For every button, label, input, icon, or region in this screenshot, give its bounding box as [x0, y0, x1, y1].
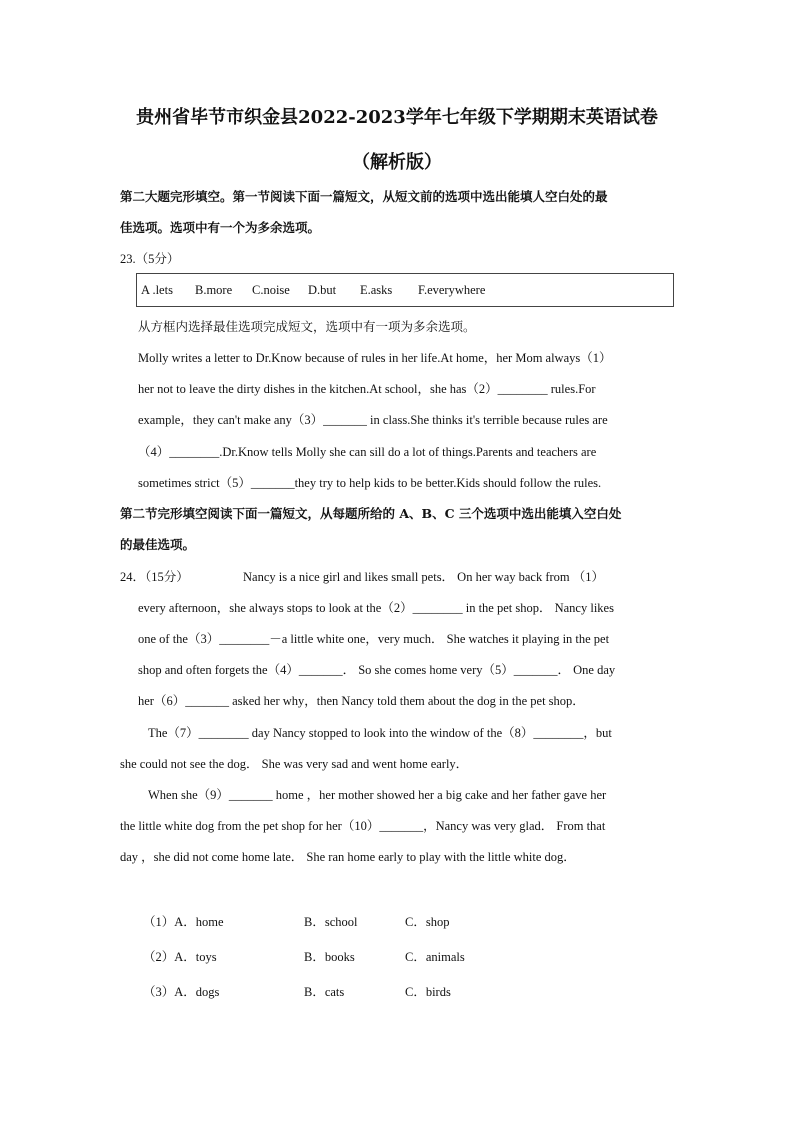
choice-3-b: B．cats [304, 985, 345, 999]
section-2-instruction-line-2: 的最佳选项。 [120, 537, 196, 552]
option-c: C.noise [252, 283, 290, 297]
question-23-instruction: 从方框内选择最佳选项完成短文，选项中有一项为多余选项。 [138, 320, 476, 334]
passage-24-line: When she（9）_______ home ，her mother showed her a big cake and her father gave her [148, 788, 607, 802]
passage-24-line: The（7）________ day Nancy stopped to look into the window of the（8）________，but [148, 726, 612, 740]
option-d: D.but [308, 283, 337, 297]
passage-24-line: her（6）_______ asked her why，then Nancy told them about the dog in the pet shop． [138, 694, 585, 708]
passage-23-line: her not to leave the dirty dishes in the kitchen.At school，she has（2）________ rules.For [138, 382, 596, 396]
choice-2-b: B．books [304, 950, 355, 964]
choice-1-c: C．shop [405, 915, 450, 929]
section-instruction-line-2: 佳选项。选项中有一个为多余选项。 [120, 220, 321, 235]
passage-24-line: day ，she did not come home late． She ran home early to play with the little white dog． [120, 850, 576, 864]
choice-1-a: （1）A．home [143, 915, 224, 929]
passage-24-line: Nancy is a nice girl and likes small pets． On her way back from （1） [243, 570, 605, 584]
passage-24-line: the little white dog from the pet shop for her（10）_______，Nancy was very glad． From that [120, 819, 606, 833]
options-box [136, 273, 674, 307]
option-b: B.more [195, 283, 233, 297]
question-23-label: 23.（5分） [120, 252, 180, 266]
passage-23-line: sometimes strict（5）_______they try to help kids to be better.Kids should follow the rules. [138, 476, 602, 490]
option-f: F.everywhere [418, 283, 486, 297]
document-title: 贵州省毕节市织金县2022-2023学年七年级下学期期末英语试卷 [136, 107, 658, 128]
choice-1-b: B．school [304, 915, 358, 929]
passage-24-line: every afternoon，she always stops to look at the（2）________ in the pet shop． Nancy likes [138, 601, 614, 615]
section-2-instruction-line-1: 第二节完形填空阅读下面一篇短文，从每题所给的 A、B、C 三个选项中选出能填入空白处 [120, 506, 622, 521]
option-e: E.asks [360, 283, 393, 297]
choice-3-a: （3）A．dogs [143, 985, 220, 999]
choice-2-a: （2）A．toys [143, 950, 217, 964]
passage-23-line: Molly writes a letter to Dr.Know because of rules in her life.At home，her Mom always（1） [138, 351, 612, 365]
option-a: A .lets [141, 283, 173, 297]
passage-24-line: she could not see the dog． She was very sad and went home early． [120, 757, 469, 771]
passage-24-line: one of the（3）________－a little white one，very much． She watches it playing in the pet [138, 632, 610, 646]
document-subtitle: （解析版） [352, 152, 442, 173]
passage-24-line: shop and often forgets the（4）_______． So she comes home very（5）_______． One day [138, 663, 616, 677]
passage-23-line: （4）________.Dr.Know tells Molly she can sill do a lot of things.Parents and teachers are [138, 445, 597, 459]
section-instruction-line-1: 第二大题完形填空。第一节阅读下面一篇短文，从短文前的选项中选出能填人空白处的最 [120, 189, 608, 204]
question-24-label: 24．（15分） [120, 570, 189, 584]
choice-2-c: C．animals [405, 950, 465, 964]
passage-23-line: example，they can't make any（3）_______ in class.She thinks it's terrible because rules are [138, 413, 608, 427]
choice-3-c: C．birds [405, 985, 451, 999]
